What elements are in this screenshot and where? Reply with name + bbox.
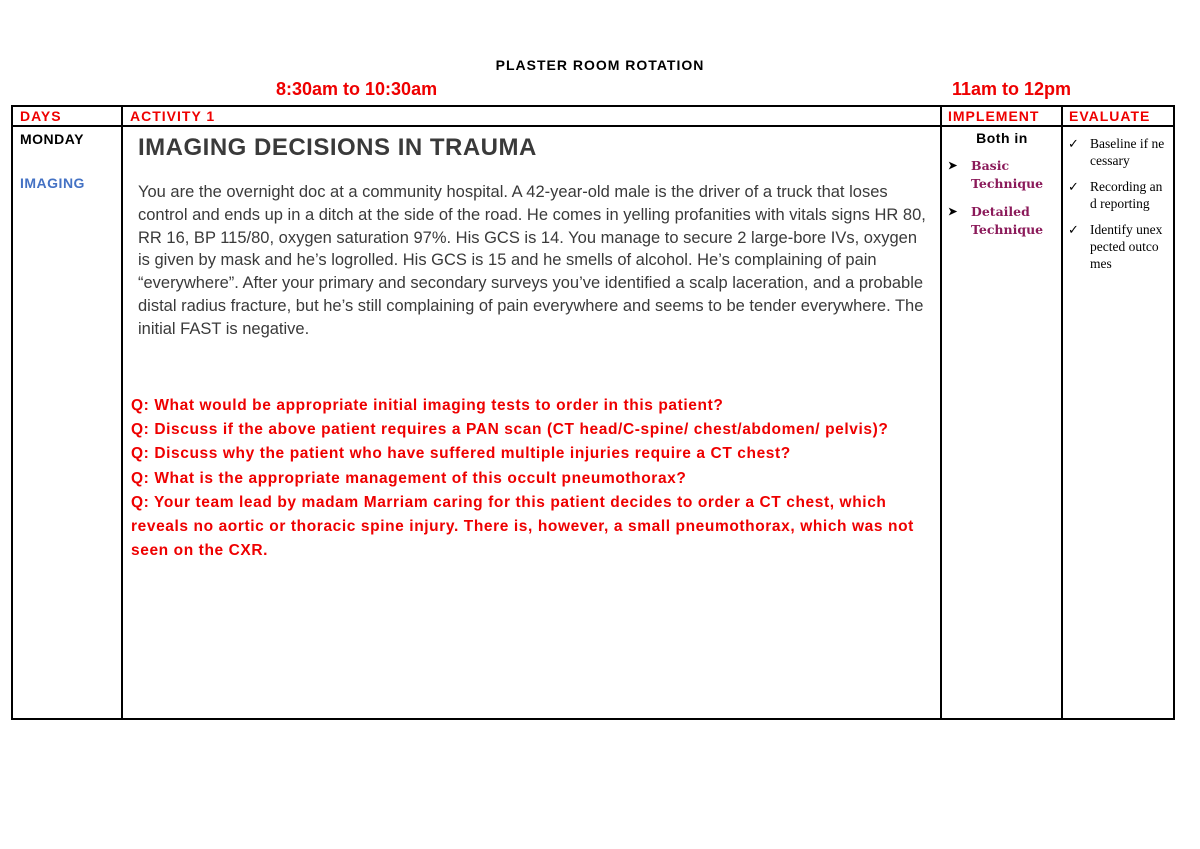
question-item: Q: Discuss why the patient who have suffered multiple injuries require a CT chest? [131,445,791,463]
table-border-bottom [11,718,1175,720]
implement-item-label: Detailed Technique [971,204,1044,237]
column-header-implement: IMPLEMENT [948,108,1040,124]
day-label: MONDAY [20,131,84,147]
question-list [131,394,946,563]
column-header-days: DAYS [20,108,62,124]
table-divider-implement [1061,105,1063,720]
checkmark-icon: ✓ [1068,136,1079,151]
case-title: IMAGING DECISIONS IN TRAUMA [138,134,537,161]
implement-list [948,157,1061,249]
question-item: Q: Discuss if the above patient requires a PAN scan (CT head/C-spine/ chest/abdomen/ pelvis)? [131,421,889,439]
evaluate-item [1068,178,1168,212]
table-border-right [1173,105,1175,720]
table-header-divider [11,125,1175,127]
case-scenario: You are the overnight doc at a community hospital. A 42-year-old male is the driver of a truck that loses control and ends up in a ditch at the side of the road. He comes in yelling profanities with vitals signs HR 80, RR 16, BP 115/80, oxygen saturation 97%. His GCS is 14. You manage to secure 2 large-bore IVs, oxygen is given by mask and he’s logrolled. His GCS is 15 and he smells of alcohol. He’s complaining of pain “everywhere”. After your primary and secondary surveys you’ve identified a scalp laceration, and a probable distal radius fracture, but he’s still complaining of pain everywhere and seems to be tender everywhere. The initial FAST is negative. [138,183,926,338]
evaluate-list [1068,135,1168,281]
checkmark-icon: ✓ [1068,179,1079,194]
column-header-activity: ACTIVITY 1 [130,108,216,124]
question-item: Q: What would be appropriate initial imaging tests to order in this patient? [131,397,724,414]
column-header-evaluate: EVALUATE [1069,108,1151,124]
implement-item [948,157,1061,193]
evaluate-item-label: Recording and reporting [1090,179,1163,211]
table-border-left [11,105,13,720]
page-title: PLASTER ROOM ROTATION [495,57,705,73]
evaluate-item [1068,221,1168,272]
time-slot-morning: 8:30am to 10:30am [276,79,438,99]
evaluate-item-label: Identify unexpected outcomes [1090,222,1163,271]
evaluate-item [1068,135,1168,169]
checkmark-icon: ✓ [1068,222,1079,237]
implement-item-label: Basic Technique [971,158,1044,191]
time-slot-noon: 11am to 12pm [952,79,1072,99]
implement-item [948,203,1061,239]
question-item: Q: What is the appropriate management of this occult pneumothorax? [131,469,687,487]
implement-heading: Both in [976,130,1028,146]
arrowhead-bullet-icon: ➤ [948,159,958,172]
question-item: Q: Your team lead by madam Marriam caring for this patient decides to order a CT chest, which reveals no aortic or thoracic spine injury. There is, however, a small pneumothorax, which was not seen on the CXR. [131,493,914,560]
table-border-top [11,105,1175,107]
table-divider-days [121,105,123,720]
evaluate-item-label: Baseline if necessary [1090,136,1165,168]
rotation-table [11,105,1175,720]
subject-label: IMAGING [20,175,85,191]
arrowhead-bullet-icon: ➤ [948,205,958,218]
